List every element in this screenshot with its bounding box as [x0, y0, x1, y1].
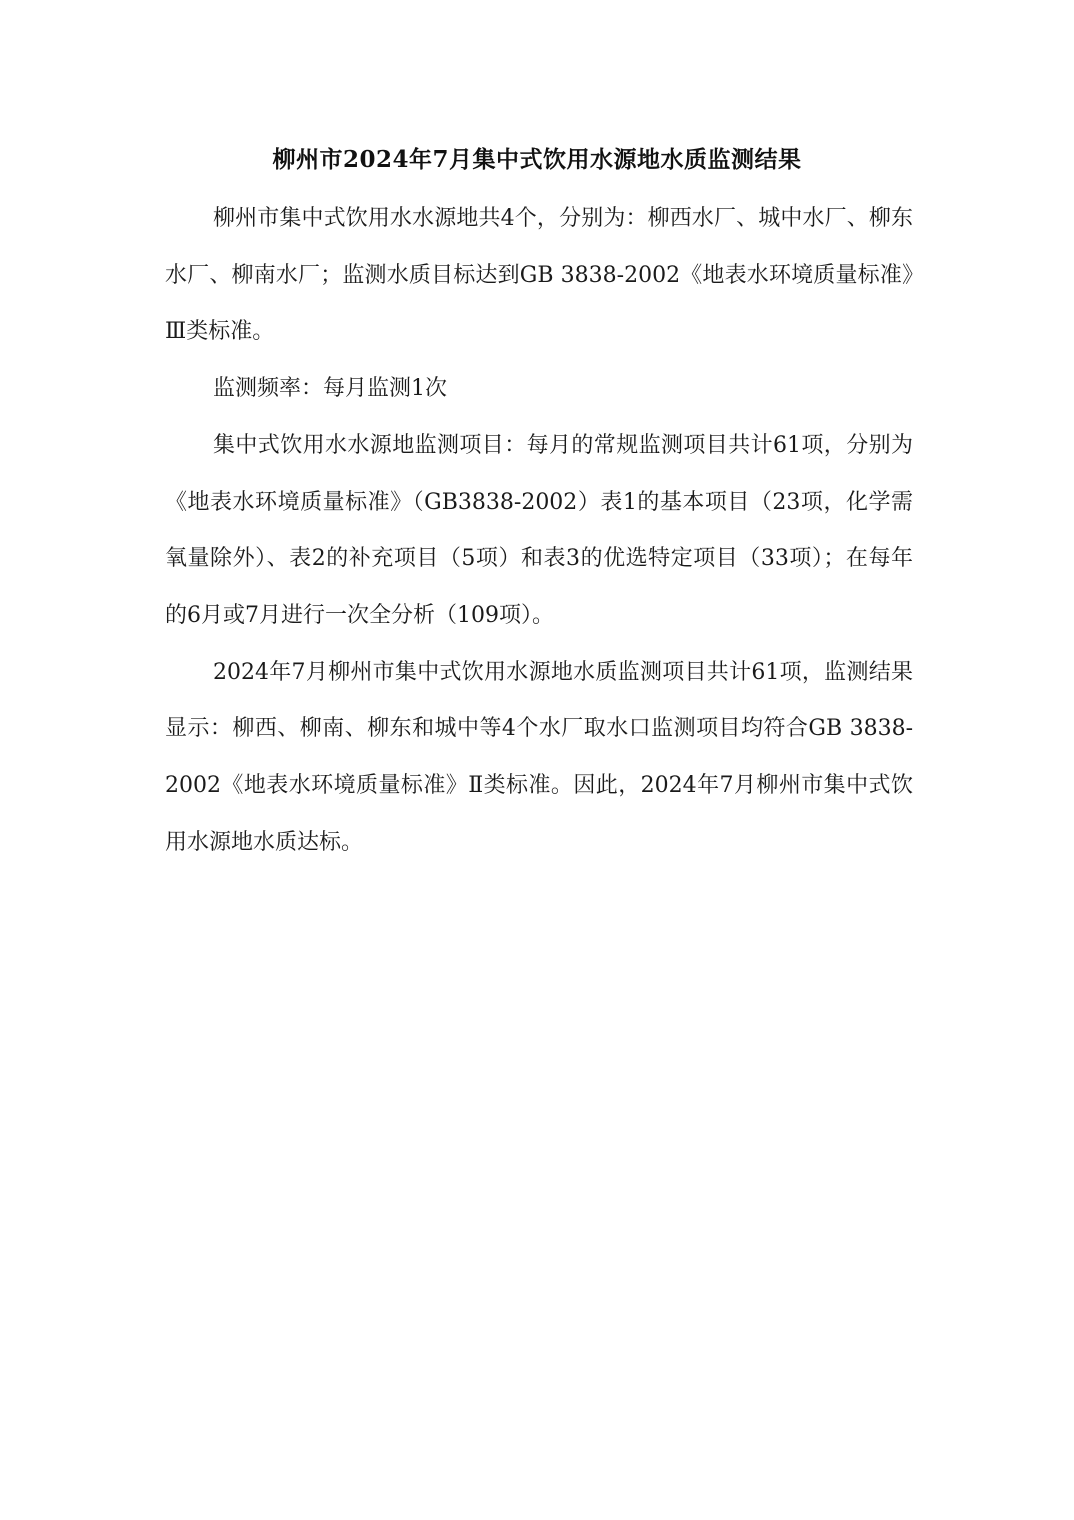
paragraph-items: 集中式饮用水水源地监测项目：每月的常规监测项目共计61项，分别为《地表水环境质量标准》（GB3838-2002）表1的基本项目（23项，化学需氧量除外）、表2的补充项目（5项）和表3的优选特定项目（33项）；在每年的6月或7月进行一次全分析（109项）。	[165, 432, 913, 628]
document-body	[165, 191, 913, 871]
paragraph-sources: 柳州市集中式饮用水水源地共4个，分别为：柳西水厂、城中水厂、柳东水厂、柳南水厂；监测水质目标达到GB 3838-2002《地表水环境质量标准》Ⅲ类标准。	[165, 206, 913, 345]
paragraph-results: 2024年7月柳州市集中式饮用水源地水质监测项目共计61项，监测结果显示：柳西、柳南、柳东和城中等4个水厂取水口监测项目均符合GB 3838-2002《地表水环境质量标准》Ⅱ类标准。因此，2024年7月柳州市集中式饮用水源地水质达标。	[165, 659, 913, 855]
document-title: 柳州市2024年7月集中式饮用水源地水质监测结果	[272, 146, 802, 173]
paragraph-frequency: 监测频率：每月监测1次	[213, 376, 447, 402]
